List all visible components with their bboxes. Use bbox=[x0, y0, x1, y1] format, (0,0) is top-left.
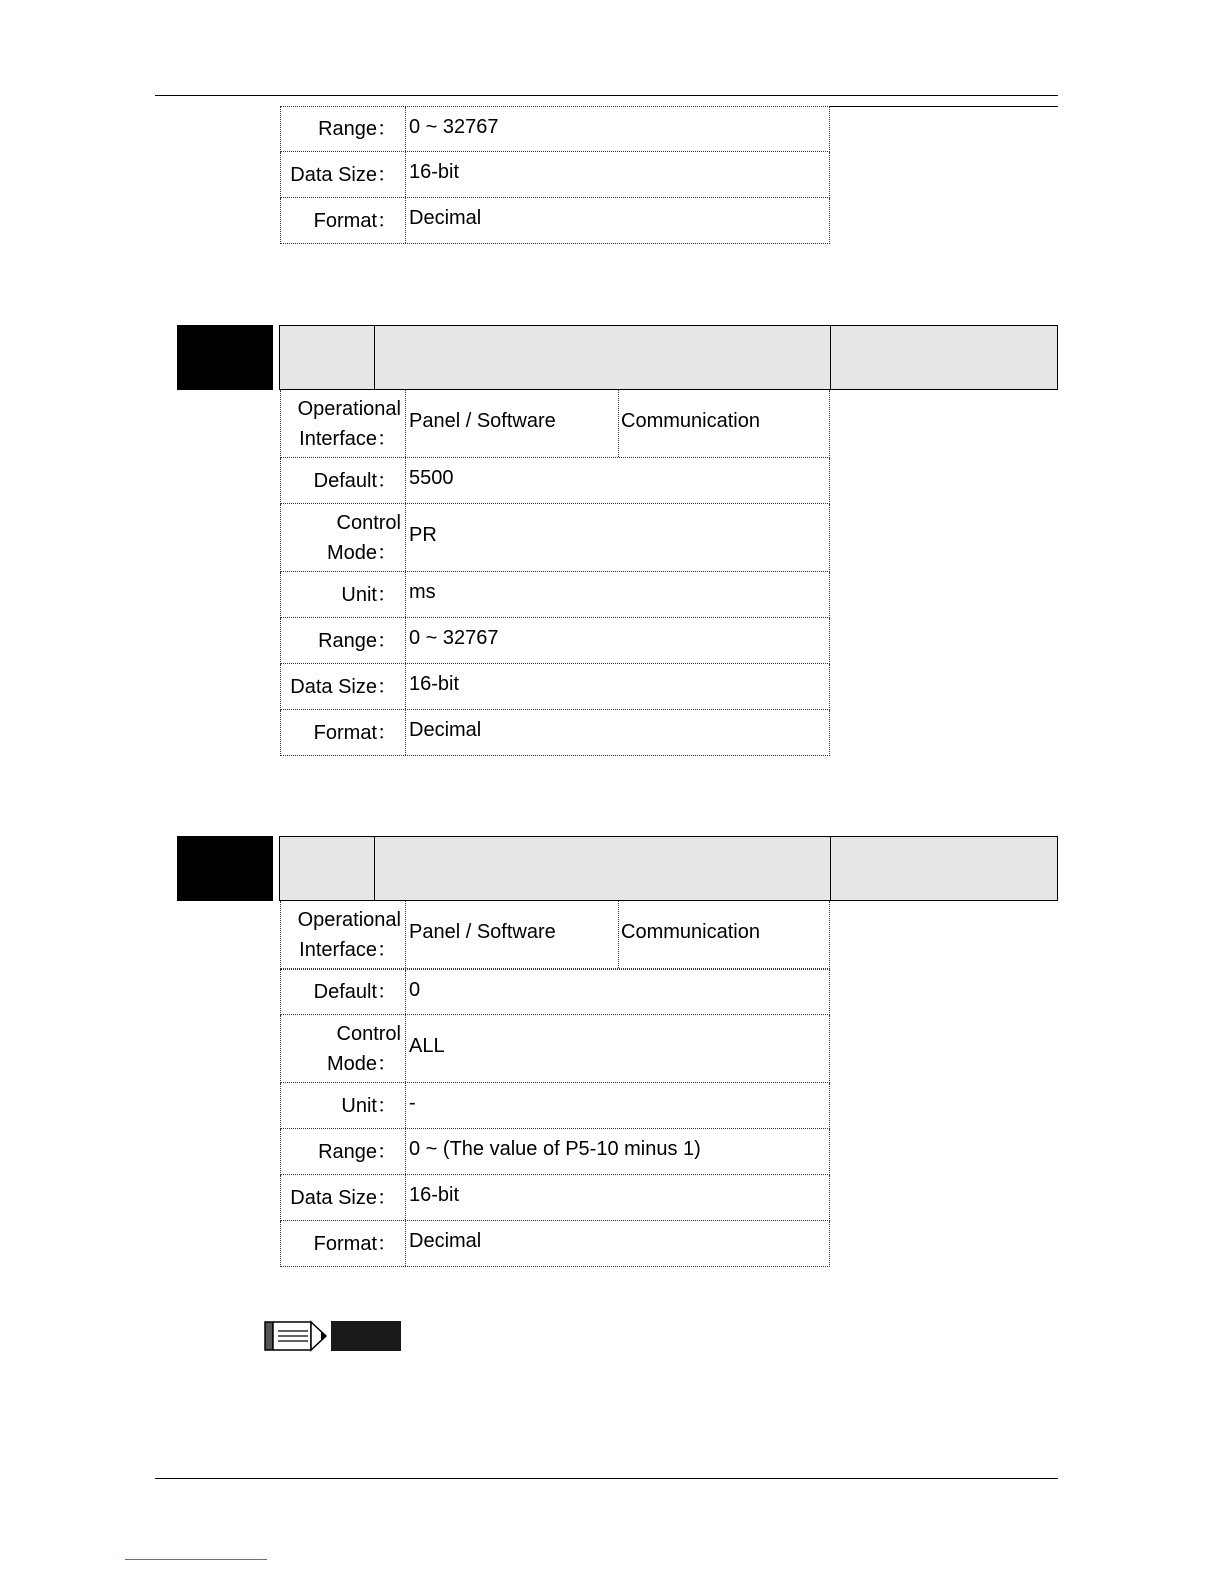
range-label: Range： bbox=[281, 107, 406, 151]
data-size-row bbox=[280, 1175, 830, 1221]
format-row bbox=[280, 710, 830, 756]
range-value: 0 ~ (The value of P5-10 minus 1) bbox=[409, 1138, 701, 1160]
interface-label: Operational Interface： bbox=[281, 901, 406, 968]
default-value: 0 bbox=[409, 978, 421, 1001]
default-row bbox=[280, 458, 830, 504]
range-row bbox=[280, 1129, 830, 1175]
interface-panel: Panel / Software bbox=[409, 410, 556, 432]
param-header-2 bbox=[177, 325, 1059, 390]
data-size-row bbox=[280, 664, 830, 710]
format-label: Format： bbox=[281, 198, 406, 243]
param-code-block bbox=[177, 325, 273, 390]
unit-label: Unit： bbox=[281, 1083, 406, 1128]
range-value: 0 ~ 32767 bbox=[409, 627, 499, 649]
default-label: Default： bbox=[281, 458, 406, 503]
param-header-bar bbox=[279, 325, 1058, 390]
control-mode-value: PR bbox=[409, 524, 437, 546]
data-size-label: Data Size： bbox=[281, 1175, 406, 1220]
interface-communication: Communication bbox=[621, 921, 760, 943]
range-value: 0 ~ 32767 bbox=[409, 115, 499, 138]
range-label: Range： bbox=[281, 1129, 406, 1174]
format-value: Decimal bbox=[409, 719, 482, 741]
data-size-label: Data Size： bbox=[281, 152, 406, 197]
default-row bbox=[280, 969, 830, 1015]
control-mode-label: Control Mode： bbox=[281, 504, 406, 571]
control-mode-row bbox=[280, 1015, 830, 1083]
format-value: Decimal bbox=[409, 1230, 482, 1252]
format-row bbox=[280, 1221, 830, 1267]
range-row bbox=[280, 106, 830, 152]
range-label: Range： bbox=[281, 618, 406, 663]
range-row bbox=[280, 618, 830, 664]
param-header-3 bbox=[177, 836, 1059, 901]
control-mode-label: Control Mode： bbox=[281, 1015, 406, 1082]
interface-panel: Panel / Software bbox=[409, 921, 556, 943]
note-marker bbox=[264, 1320, 404, 1352]
default-label: Default： bbox=[281, 970, 406, 1014]
format-row bbox=[280, 198, 830, 244]
data-size-value: 16-bit bbox=[409, 1184, 460, 1206]
data-size-value: 16-bit bbox=[409, 673, 460, 695]
header-rule bbox=[155, 95, 1058, 96]
param-header-bar bbox=[279, 836, 1058, 901]
data-size-label: Data Size： bbox=[281, 664, 406, 709]
control-mode-row bbox=[280, 504, 830, 572]
param-table-2 bbox=[280, 390, 830, 756]
param-table-continued bbox=[280, 106, 830, 244]
format-value: Decimal bbox=[409, 207, 482, 229]
note-badge bbox=[331, 1321, 401, 1351]
interface-label: Operational Interface： bbox=[281, 390, 406, 457]
interface-communication: Communication bbox=[621, 410, 760, 432]
default-value: 5500 bbox=[409, 467, 454, 489]
param-code-block bbox=[177, 836, 273, 901]
interface-row bbox=[280, 901, 830, 969]
format-label: Format： bbox=[281, 1221, 406, 1266]
footer-rule bbox=[155, 1478, 1058, 1479]
unit-label: Unit： bbox=[281, 572, 406, 617]
data-size-row bbox=[280, 152, 830, 198]
pencil-note-icon bbox=[264, 1320, 330, 1352]
unit-value: ms bbox=[409, 581, 436, 603]
interface-row bbox=[280, 390, 830, 458]
unit-value: - bbox=[409, 1092, 416, 1114]
header-rule-short bbox=[829, 106, 1058, 107]
footer-link-underline bbox=[125, 1559, 267, 1560]
param-table-3 bbox=[280, 901, 830, 1267]
unit-row bbox=[280, 1083, 830, 1129]
format-label: Format： bbox=[281, 710, 406, 755]
control-mode-value: ALL bbox=[409, 1035, 445, 1057]
unit-row bbox=[280, 572, 830, 618]
data-size-value: 16-bit bbox=[409, 161, 460, 183]
